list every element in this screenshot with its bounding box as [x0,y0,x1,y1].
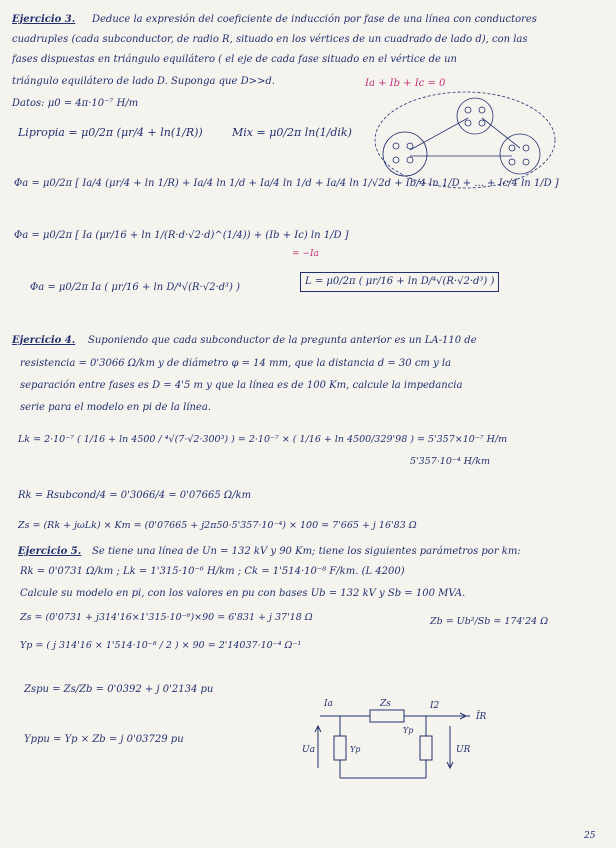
inductance-result-box: L = μ0/2π ( μr/16 + ln D/⁴√(R·√2·d³) ) [300,272,499,292]
lk-calculation: Lk = 2·10⁻⁷ ( 1/16 + ln 4500 / ⁴√(7·√2·300³) ) = 2·10⁻⁷ × ( 1/16 + ln 4500/329'98 ) = 5'357×10⁻⁷ H/m [18,434,508,445]
neg-current-note: = −Ia [292,249,319,259]
circuit-label-i2: I2 [430,701,440,711]
circuit-label-ir: ĪR [476,712,487,722]
flux-eq-2: Φa = μ0/2π [ Ia (μr/16 + ln 1/(R·d·√2·d)^(1/4)) + (Ib + Ic) ln 1/D ] [14,230,349,241]
ex5-title: Ejercicio 5. [18,546,82,557]
lk-per-km: 5'357·10⁻⁴ H/km [410,456,490,467]
ex5-ypu: Yppu = Yp × Zb = j 0'03729 pu [24,734,184,745]
self-inductance-formula: Lipropia = μ0/2π (μr/4 + ln(1/R)) [18,126,203,139]
zs-calculation: Zs = (Rk + jωLk) × Km = (0'07665 + j2π50·5'357·10⁻⁴) × 100 = 7'665 + j 16'83 Ω [18,520,417,531]
ex5-zs: Zs = (0'0731 + j314'16×1'315·10⁻⁶)×90 = 6'831 + j 37'18 Ω [20,612,313,623]
page-number: 25 [584,831,596,841]
ex5-line2: Rk = 0'0731 Ω/km ; Lk = 1'315·10⁻⁶ H/km ; Ck = 1'514·10⁻⁸ F/km. (L 4200) [20,566,405,577]
flux-eq-1: Φa = μ0/2π [ Ia/4 (μr/4 + ln 1/R) + Ia/4 ln 1/d + Ia/4 ln 1/d + Ia/4 ln 1/√2d + Ib/4 ln 1/D + ... + Ic/4 ln 1/D ] [14,178,559,189]
ex4-title: Ejercicio 4. [12,335,76,346]
circuit-label-yp-right: Yp [403,726,414,735]
ex3-line2: cuadruples (cada subconductor, de radio R, situado en los vértices de un cuadrado de lado d), con las [12,34,528,45]
ex4-line4: serie para el modelo en pi de la línea. [20,402,211,413]
flux-eq-3: Φa = μ0/2π Ia ( μr/16 + ln D/⁴√(R·√2·d³) ) [30,282,241,293]
ex4-line3: separación entre fases es D = 4'5 m y que la línea es de 100 Km, calcule la impedancia [20,380,463,391]
ex4-line2: resistencia = 0'3066 Ω/km y de diámetro φ = 14 mm, que la distancia d = 30 cm y la [20,358,452,369]
circuit-label-ia: Ia [324,699,333,709]
circuit-label-yp-left: Yp [350,745,361,754]
mutual-inductance-formula: Mix = μ0/2π ln(1/dik) [232,126,352,139]
ex5-line3: Calcule su modelo en pi, con los valores en pu con bases Ub = 132 kV y Sb = 100 MVA. [20,588,466,599]
circuit-label-ua: Ua [302,745,315,755]
circuit-label-zs: Zs [380,699,391,709]
ex3-datos: Datos: μ0 = 4π·10⁻⁷ H/m [12,98,139,109]
circuit-label-ur: UR [456,745,471,755]
ex3-line4: triángulo equilátero de lado D. Suponga que D>>d. [12,76,275,87]
ex5-zpu: Zspu = Zs/Zb = 0'0392 + j 0'2134 pu [24,684,214,695]
ex5-zb: Zb = Ub²/Sb = 174'24 Ω [430,616,549,627]
ex3-line1: Deduce la expresión del coeficiente de inducción por fase de una línea con conductores [92,14,537,25]
ex3-line3: fases dispuestas en triángulo equilátero ( el eje de cada fase situado en el vértice de un [12,54,457,65]
phase-current-sum: Ia + Ib + Ic = 0 [365,78,446,89]
ex5-line1: Se tiene una línea de Un = 132 kV y 90 Km; tiene los siguientes parámetros por km: [92,546,521,557]
ex3-title: Ejercicio 3. [12,14,76,25]
rk-calculation: Rk = Rsubcond/4 = 0'3066/4 = 0'07665 Ω/km [18,490,252,501]
pi-model-circuit [300,696,510,788]
ex5-yp: Yp = ( j 314'16 × 1'514·10⁻⁸ / 2 ) × 90 = 2'14037·10⁻⁴ Ω⁻¹ [20,640,302,651]
ex4-line1: Suponiendo que cada subconductor de la pregunta anterior es un LA-110 de [88,335,477,346]
